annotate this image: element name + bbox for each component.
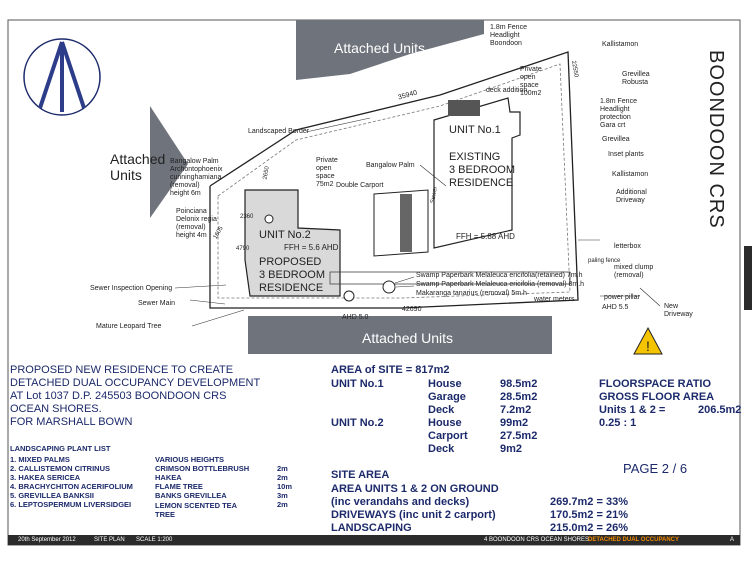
grevillea-robusta-label: Grevillea Robusta xyxy=(622,71,650,87)
kallistamon-label: Kallistamon xyxy=(602,41,639,48)
ahd-55-label: AHD 5.5 xyxy=(602,304,629,311)
site-area-line-2-value: 269.7m2 = 33% xyxy=(550,496,628,508)
bangalow-palm-short-label: Bangalow Palm xyxy=(366,162,415,169)
power-pillar-label: power pillar xyxy=(604,294,640,301)
title-block-footer xyxy=(8,535,740,545)
area-item: Deck xyxy=(428,404,455,416)
mature-leopard-label: Mature Leopard Tree xyxy=(96,323,162,330)
mixed-clump-label: mixed clump (removal) xyxy=(614,264,654,280)
new-driveway-label: New Driveway xyxy=(664,303,693,319)
plant-common-name: BANKS GREVILLEA xyxy=(155,491,227,500)
kallistamon-2-label: Kallistamon xyxy=(612,171,649,178)
site-area-line-3: DRIVEWAYS (inc unit 2 carport) xyxy=(331,509,496,521)
page-number: PAGE 2 / 6 xyxy=(623,461,688,476)
plant-name: 3. HAKEA SERICEA xyxy=(10,473,81,482)
unit2-type2: RESIDENCE xyxy=(259,282,324,294)
plant-height: 2m xyxy=(277,500,288,509)
area-unit-2: UNIT No.2 xyxy=(331,417,384,429)
plant-height: 10m xyxy=(277,482,293,491)
unit2-name: UNIT No.2 xyxy=(259,229,311,241)
swamp-paperbark-1-label: Swamp Paperbark Melaleuca ericifolia(retained) 7m.h xyxy=(416,272,583,279)
plant-common-name: CRIMSON BOTTLEBRUSH xyxy=(155,464,250,473)
deck-addition xyxy=(448,100,480,116)
description-line-1: PROPOSED NEW RESIDENCE TO CREATE xyxy=(10,364,234,376)
plant-height: 3m xyxy=(277,491,288,500)
ahd-50-label: AHD 5.0 xyxy=(342,314,369,321)
inset-plants-label: Inset plants xyxy=(608,151,644,158)
unit1-type2: RESIDENCE xyxy=(449,177,514,189)
site-area-line-2: (inc verandahs and decks) xyxy=(331,496,470,508)
fence-top-label: 1.8m Fence Headlight Boondoon xyxy=(490,24,527,48)
letterbox-label: letterbox xyxy=(614,243,641,250)
grevillea-label: Grevillea xyxy=(602,136,630,143)
attached-units-top-label: Attached Units xyxy=(334,40,426,56)
deck-addition-label: deck addition xyxy=(486,87,528,94)
fence-right-label: 1.8m Fence Headlight protection Gara crt xyxy=(600,98,637,130)
plant-name: 4. BRACHYCHITON ACERIFOLIUM xyxy=(10,482,133,491)
dimension-right: 22550 xyxy=(569,60,579,78)
plant-height: 2m xyxy=(277,473,288,482)
area-unit-1: UNIT No.1 xyxy=(331,378,384,390)
dimension-left-3: 2360 xyxy=(240,214,254,220)
footer-sheet: A xyxy=(730,537,735,543)
unit1-name: UNIT No.1 xyxy=(449,124,501,136)
plant-common-name: FLAME TREE xyxy=(155,482,203,491)
plant-height: 2m xyxy=(277,464,288,473)
area-value: 7.2m2 xyxy=(500,404,532,416)
floorspace-title: FLOORSPACE RATIO xyxy=(599,378,712,390)
north-arrow-icon xyxy=(24,39,100,115)
tree-icon xyxy=(344,291,354,301)
footer-type: DETACHED DUAL OCCUPANCY xyxy=(588,537,680,543)
plant-list-title: LANDSCAPING PLANT LIST xyxy=(10,444,111,453)
double-carport-label: Double Carport xyxy=(336,182,384,189)
footer-address: 4 BOONDOON CRS OCEAN SHORES xyxy=(484,537,590,543)
area-of-site: AREA of SITE = 817m2 xyxy=(331,364,450,376)
area-value: 27.5m2 xyxy=(500,430,538,442)
floorspace-ratio: 0.25 : 1 xyxy=(599,417,637,429)
plant-common-name: VARIOUS HEIGHTS xyxy=(155,455,225,464)
swamp-paperbark-2-label: Swamp Paperbark Melaleuca ericifolia (removal) 8m.h xyxy=(416,281,585,288)
street-name: BOONDOON CRS xyxy=(705,50,727,229)
tree-icon xyxy=(383,281,395,293)
private-open-space-1: Private open space 100m2 xyxy=(520,66,542,98)
site-area-line-1: AREA UNITS 1 & 2 ON GROUND xyxy=(331,483,499,495)
footer-date: 20th September 2012 xyxy=(18,537,76,543)
area-value: 9m2 xyxy=(500,443,523,455)
plant-name: 5. GREVILLEA BANKSII xyxy=(10,491,94,500)
plant-common-name: LEMON SCENTED TEA TREE xyxy=(155,501,238,519)
unit1-ffh: FFH = 5.88 AHD xyxy=(456,232,515,241)
area-value: 99m2 xyxy=(500,417,529,429)
sewer-label: Sewer xyxy=(430,186,439,204)
plant-name: 6. LEPTOSPERMUM LIVERSIDGEI xyxy=(10,500,132,509)
dimension-top: 35940 xyxy=(397,89,419,102)
carport-shade xyxy=(400,194,412,252)
poinciana-label: Poinciana Delonix regia (removal) height 4m xyxy=(176,208,217,240)
site-area-line-4: LANDSCAPING xyxy=(331,522,412,534)
area-item: Garage xyxy=(428,391,466,403)
description-line-5: FOR MARSHALL BOWN xyxy=(10,416,133,428)
description-line-3: AT Lot 1037 D.P. 245503 BOONDOON CRS xyxy=(10,390,227,402)
plant-common-name: HAKEA xyxy=(155,473,182,482)
unit2-status: PROPOSED xyxy=(259,256,322,268)
side-tab xyxy=(744,246,752,310)
plant-name: 1. MIXED PALMS xyxy=(10,455,70,464)
dimension-left-1: 1605 xyxy=(212,225,225,241)
unit2-type1: 3 BEDROOM xyxy=(259,269,326,281)
attached-units-bottom-label: Attached Units xyxy=(362,330,454,346)
bangalow-palm-label: Bangalow Palm Archontophoenix cunninghamiana (removal) height 6m xyxy=(170,158,223,198)
area-item: House xyxy=(428,378,462,390)
landscaped-border-label: Landscaped Border xyxy=(248,128,310,135)
private-open-space-2: Private open space 75m2 xyxy=(316,157,338,189)
area-value: 98.5m2 xyxy=(500,378,538,390)
unit1-status: EXISTING xyxy=(449,151,501,163)
description-line-2: DETACHED DUAL OCCUPANCY DEVELOPMENT xyxy=(10,377,261,389)
footer-scale: SCALE 1:200 xyxy=(136,537,173,543)
sewer-main-label: Sewer Main xyxy=(138,300,175,307)
site-area-line-4-value: 215.0m2 = 26% xyxy=(550,522,628,534)
gross-floor-area-title: GROSS FLOOR AREA xyxy=(599,391,715,403)
unit1-type1: 3 BEDROOM xyxy=(449,164,516,176)
warning-icon xyxy=(634,328,662,354)
area-value: 28.5m2 xyxy=(500,391,538,403)
description-line-4: OCEAN SHORES. xyxy=(10,403,102,415)
additional-driveway-label: Additional Driveway xyxy=(616,189,647,205)
svg-text:!: ! xyxy=(646,338,650,354)
footer-plan: SITE PLAN xyxy=(94,537,125,543)
sewer-opening-label: Sewer Inspection Opening xyxy=(90,285,173,292)
attached-units-left-label: Attached Units xyxy=(110,151,166,184)
paling-fence-label: paling fence xyxy=(588,258,621,264)
dimension-left-2: 4790 xyxy=(236,246,250,252)
floorspace-area: 206.5m2 xyxy=(698,404,742,416)
plant-name: 2. CALLISTEMON CITRINUS xyxy=(10,464,111,473)
dimension-left-4: 2650 xyxy=(262,165,271,181)
dimension-bottom: 42690 xyxy=(402,306,422,313)
makaranga-label: Makaranga tanarius (removal) 5m.h xyxy=(416,290,527,297)
area-item: Deck xyxy=(428,443,455,455)
unit2-ffh: FFH = 5.6 AHD xyxy=(284,243,339,252)
area-item: House xyxy=(428,417,462,429)
site-area-line-3-value: 170.5m2 = 21% xyxy=(550,509,628,521)
area-item: Carport xyxy=(428,430,468,442)
water-meters-label: water meters xyxy=(534,296,575,303)
tree-icon xyxy=(265,215,273,223)
floorspace-units: Units 1 & 2 = xyxy=(599,404,666,416)
site-area-title: SITE AREA xyxy=(331,469,390,481)
